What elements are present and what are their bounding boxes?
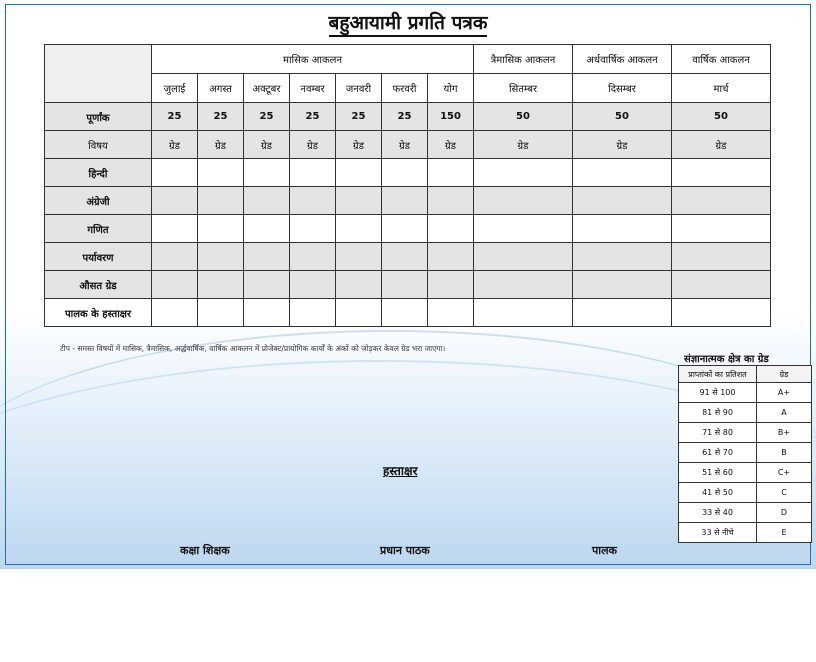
entry-cell[interactable] <box>573 271 672 299</box>
entry-cell[interactable] <box>382 159 428 187</box>
half-month-header: दिसम्बर <box>573 74 672 103</box>
quarter-month-header: सितम्बर <box>474 74 573 103</box>
entry-cell[interactable] <box>474 243 573 271</box>
row-label-avg-grade: औसत ग्रेड <box>45 271 152 299</box>
row-label-maths: गणित <box>45 215 152 243</box>
entry-cell[interactable] <box>573 187 672 215</box>
year-month-header: मार्च <box>672 74 771 103</box>
grade-range: 33 से नीचे <box>679 523 757 543</box>
note-text: टीप - समस्त विषयों में मासिक, त्रैमासिक, अर्द्धवार्षिक, वार्षिक आकलन में प्रोजेक्ट/प्रायोगिक कार्यों के अंकों को जोड़कर केवल ग्रेड भरा जाएगा। <box>60 344 446 353</box>
grade-range: 33 से 40 <box>679 503 757 523</box>
entry-cell[interactable] <box>672 243 771 271</box>
max-marks-cell: 50 <box>474 103 573 131</box>
month-header: नवम्बर <box>290 74 336 103</box>
entry-cell[interactable] <box>573 243 672 271</box>
entry-cell[interactable] <box>244 215 290 243</box>
entry-cell[interactable] <box>474 159 573 187</box>
entry-cell[interactable] <box>428 215 474 243</box>
entry-cell[interactable] <box>672 159 771 187</box>
row-label-parent-sign: पालक के हस्ताक्षर <box>45 299 152 327</box>
row-label-subject: विषय <box>45 131 152 159</box>
entry-cell[interactable] <box>382 271 428 299</box>
corner-cell <box>45 45 152 103</box>
row-label-max-marks: पूर्णांक <box>45 103 152 131</box>
entry-cell[interactable] <box>382 187 428 215</box>
entry-cell[interactable] <box>428 159 474 187</box>
entry-cell[interactable] <box>290 271 336 299</box>
entry-cell[interactable] <box>428 243 474 271</box>
progress-table <box>44 44 771 327</box>
max-marks-cell: 50 <box>672 103 771 131</box>
entry-cell[interactable] <box>290 187 336 215</box>
max-marks-cell: 25 <box>290 103 336 131</box>
entry-cell[interactable] <box>152 187 198 215</box>
yearly-header: वार्षिक आकलन <box>672 45 771 74</box>
entry-cell[interactable] <box>336 271 382 299</box>
grade-label-cell: ग्रेड <box>573 131 672 159</box>
grade-col-grade: ग्रेड <box>757 366 812 383</box>
grade-label-cell: ग्रेड <box>428 131 474 159</box>
grade-label-cell: ग्रेड <box>152 131 198 159</box>
entry-cell[interactable] <box>290 243 336 271</box>
grade-range: 91 से 100 <box>679 383 757 403</box>
month-header: अक्टूबर <box>244 74 290 103</box>
grade-value: E <box>757 523 812 543</box>
entry-cell[interactable] <box>672 299 771 327</box>
max-marks-cell: 25 <box>382 103 428 131</box>
entry-cell[interactable] <box>290 159 336 187</box>
entry-cell[interactable] <box>474 299 573 327</box>
grade-label-cell: ग्रेड <box>336 131 382 159</box>
entry-cell[interactable] <box>198 243 244 271</box>
grade-label-cell: ग्रेड <box>244 131 290 159</box>
max-marks-cell: 25 <box>244 103 290 131</box>
entry-cell[interactable] <box>198 159 244 187</box>
max-marks-cell: 50 <box>573 103 672 131</box>
entry-cell[interactable] <box>290 215 336 243</box>
grade-value: A <box>757 403 812 423</box>
month-header: फरवरी <box>382 74 428 103</box>
grade-value: B+ <box>757 423 812 443</box>
entry-cell[interactable] <box>152 159 198 187</box>
page-title: बहुआयामी प्रगति पत्रक <box>0 9 816 35</box>
grade-range: 71 से 80 <box>679 423 757 443</box>
entry-cell[interactable] <box>152 243 198 271</box>
entry-cell[interactable] <box>336 243 382 271</box>
max-marks-cell: 25 <box>198 103 244 131</box>
entry-cell[interactable] <box>573 215 672 243</box>
entry-cell[interactable] <box>573 299 672 327</box>
grade-range: 51 से 60 <box>679 463 757 483</box>
month-header: जुलाई <box>152 74 198 103</box>
entry-cell[interactable] <box>244 187 290 215</box>
total-header: योग <box>428 74 474 103</box>
grade-range: 81 से 90 <box>679 403 757 423</box>
grade-label-cell: ग्रेड <box>474 131 573 159</box>
entry-cell[interactable] <box>428 187 474 215</box>
monthly-header: मासिक आकलन <box>152 45 474 74</box>
entry-cell[interactable] <box>244 271 290 299</box>
month-header: जनवरी <box>336 74 382 103</box>
quarterly-header: त्रैमासिक आकलन <box>474 45 573 74</box>
grade-value: C+ <box>757 463 812 483</box>
entry-cell[interactable] <box>672 187 771 215</box>
entry-cell[interactable] <box>198 271 244 299</box>
grade-range: 61 से 70 <box>679 443 757 463</box>
entry-cell[interactable] <box>152 271 198 299</box>
entry-cell[interactable] <box>474 187 573 215</box>
entry-cell[interactable] <box>672 271 771 299</box>
grade-label-cell: ग्रेड <box>290 131 336 159</box>
grade-value: B <box>757 443 812 463</box>
month-header: अगस्त <box>198 74 244 103</box>
entry-cell[interactable] <box>474 271 573 299</box>
entry-cell[interactable] <box>198 299 244 327</box>
half-yearly-header: अर्धवार्षिक आकलन <box>573 45 672 74</box>
grade-value: C <box>757 483 812 503</box>
entry-cell[interactable] <box>428 271 474 299</box>
grade-table <box>678 365 812 543</box>
max-marks-cell: 25 <box>152 103 198 131</box>
entry-cell[interactable] <box>573 159 672 187</box>
grade-label-cell: ग्रेड <box>198 131 244 159</box>
principal-label: प्रधान पाठक <box>380 544 430 557</box>
grade-col-percent: प्राप्तांकों का प्रतिशत <box>679 366 757 383</box>
entry-cell[interactable] <box>336 299 382 327</box>
grade-range: 41 से 50 <box>679 483 757 503</box>
entry-cell[interactable] <box>244 299 290 327</box>
entry-cell[interactable] <box>336 159 382 187</box>
row-label-english: अंग्रेजी <box>45 187 152 215</box>
grade-label-cell: ग्रेड <box>672 131 771 159</box>
entry-cell[interactable] <box>244 243 290 271</box>
max-marks-cell: 150 <box>428 103 474 131</box>
entry-cell[interactable] <box>672 215 771 243</box>
grade-label-cell: ग्रेड <box>382 131 428 159</box>
entry-cell[interactable] <box>152 215 198 243</box>
row-label-hindi: हिन्दी <box>45 159 152 187</box>
entry-cell[interactable] <box>474 215 573 243</box>
entry-cell[interactable] <box>382 243 428 271</box>
parent-label: पालक <box>592 544 618 557</box>
entry-cell[interactable] <box>382 215 428 243</box>
entry-cell[interactable] <box>382 299 428 327</box>
signature-label: हस्ताक्षर <box>383 464 418 478</box>
entry-cell[interactable] <box>336 187 382 215</box>
entry-cell[interactable] <box>244 159 290 187</box>
grade-value: A+ <box>757 383 812 403</box>
row-label-environment: पर्यावरण <box>45 243 152 271</box>
entry-cell[interactable] <box>198 187 244 215</box>
entry-cell[interactable] <box>336 215 382 243</box>
entry-cell[interactable] <box>428 299 474 327</box>
entry-cell[interactable] <box>152 299 198 327</box>
entry-cell[interactable] <box>290 299 336 327</box>
entry-cell[interactable] <box>198 215 244 243</box>
max-marks-cell: 25 <box>336 103 382 131</box>
class-teacher-label: कक्षा शिक्षक <box>180 544 230 557</box>
grade-value: D <box>757 503 812 523</box>
grade-table-title: संज्ञानात्मक क्षेत्र का ग्रेड <box>684 354 769 365</box>
